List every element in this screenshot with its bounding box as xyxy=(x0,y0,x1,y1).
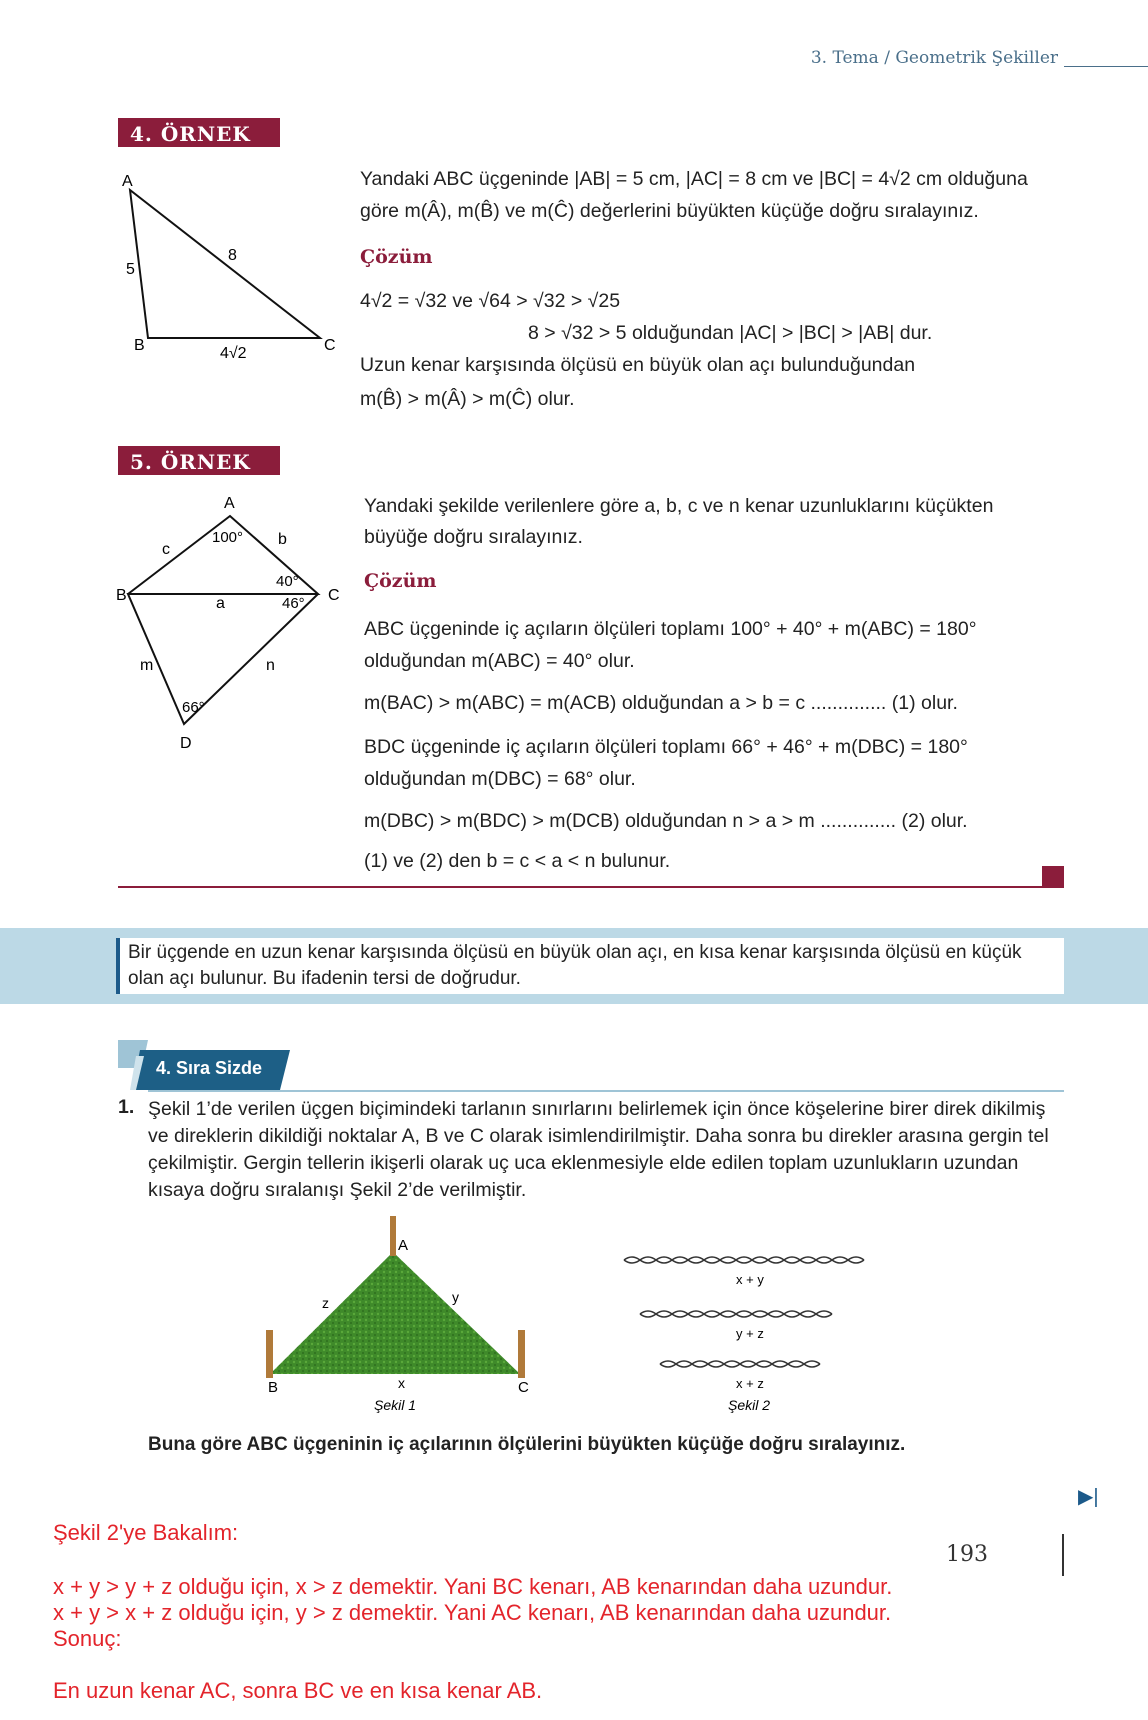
example-5-solution-line-7: (1) ve (2) den b = c < a < n bulunur. xyxy=(364,850,671,872)
vertex-a-label: A xyxy=(122,173,133,190)
example-5-solution-line-4: BDC üçgeninde iç açıların ölçüleri toplamı 66° + 46° + m(DBC) = 180° xyxy=(364,736,968,758)
page-number-rule xyxy=(1062,1534,1064,1576)
side-b-label: b xyxy=(278,531,287,548)
running-header: 3. Tema / Geometrik Şekiller xyxy=(810,48,1058,68)
example-4-badge: 4. ÖRNEK xyxy=(118,118,280,147)
question-text: Şekil 1’de verilen üçgen biçimindeki tarlanın sınırlarını belirlemek için önce köşelerine birer direk dikilmiş ve direklerin dikildiği noktalar A, B ve C olarak isimlendirilmiştir. Daha sonra bu direkler arasına gergin tel çekilmiştir. Gergin tellerin ikişerli olarak uç uca eklenmesiyle elde edilen toplam uzunlukların uzundan kısaya doğru sıralanışı Şekil 2’de verilmiştir. xyxy=(148,1098,1049,1201)
fig2-caption: Şekil 2 xyxy=(728,1397,771,1413)
answer-line-5: En uzun kenar AC, sonra BC ve en kısa kenar AB. xyxy=(53,1678,543,1703)
side-ac-label: 8 xyxy=(228,247,237,264)
side-ab-label: 5 xyxy=(126,261,135,278)
next-page-icon[interactable]: ▶| xyxy=(1078,1486,1099,1508)
question-number: 1. xyxy=(118,1096,135,1118)
answer-line-4: Sonuç: xyxy=(53,1626,122,1651)
example-5-question-line-2: büyüğe doğru sıralayınız. xyxy=(364,526,583,548)
pole-b xyxy=(266,1330,273,1378)
vertex-d-label: D xyxy=(180,735,192,752)
fig1-z-label: z xyxy=(322,1295,329,1311)
fig1-b-label: B xyxy=(268,1379,279,1396)
answer-line-2: x + y > y + z olduğu için, x > z demektir. Yani BC kenarı, AB kenarından daha uzundur. xyxy=(53,1574,893,1599)
sira-sizde-rule xyxy=(148,1090,1064,1092)
example-5-solution-line-3: m(BAC) > m(ABC) = m(ACB) olduğundan a > b = c .............. (1) olur. xyxy=(364,692,958,714)
fig2-xz-label: x + z xyxy=(736,1376,764,1391)
figure-lines xyxy=(128,516,318,724)
example-5-solution-line-5: olduğundan m(DBC) = 68° olur. xyxy=(364,768,636,790)
vertex-b-label: B xyxy=(134,337,145,354)
figure-1-field xyxy=(256,1216,556,1416)
vertex-c-label: C xyxy=(328,587,340,604)
answer-line-3: x + y > x + z olduğu için, y > z demektir. Yani AC kenarı, AB kenarından daha uzundur. xyxy=(53,1600,892,1625)
example-4-question-line-1: Yandaki ABC üçgeninde |AB| = 5 cm, |AC| = 8 cm ve |BC| = 4√2 cm olduğuna xyxy=(360,168,1028,190)
side-a-label: a xyxy=(216,595,225,612)
question-task: Buna göre ABC üçgeninin iç açılarının ölçülerini büyükten küçüğe doğru sıralayınız. xyxy=(148,1434,906,1455)
page-number: 193 xyxy=(946,1542,988,1567)
example-end-marker xyxy=(1042,866,1064,888)
side-c-label: c xyxy=(162,541,170,558)
example-5-solution-label: Çözüm xyxy=(364,570,437,592)
example-5-solution-line-6: m(DBC) > m(BDC) > m(DCB) olduğundan n > a > m .............. (2) olur. xyxy=(364,810,968,832)
side-bc-label: 4√2 xyxy=(220,345,247,358)
figure-2-wires xyxy=(620,1246,890,1416)
vertex-a-label: A xyxy=(224,495,235,512)
answer-line-1: Şekil 2'ye Bakalım: xyxy=(53,1520,239,1545)
example-4-question-line-2: göre m(Â), m(B̂) ve m(Ĉ) değerlerini büyükten küçüğe doğru sıralayınız. xyxy=(360,200,979,222)
pole-a xyxy=(390,1216,396,1256)
angle-c1-label: 40° xyxy=(276,573,299,590)
info-box: Bir üçgende en uzun kenar karşısında ölçüsü en büyük olan açı, en kısa kenar karşısında ölçüsü en küçük olan açı bulunur. Bu ifadenin tersi de doğrudur. xyxy=(116,938,1064,994)
fig2-xy-label: x + y xyxy=(736,1272,764,1287)
example-4-solution-line-1: 4√2 = √32 ve √64 > √32 > √25 xyxy=(360,290,621,312)
example-5-question-line-1: Yandaki şekilde verilenlere göre a, b, c ve n kenar uzunluklarını küçükten xyxy=(364,495,994,517)
fig1-y-label: y xyxy=(452,1289,459,1305)
example-5-solution-line-2: olduğundan m(ABC) = 40° olur. xyxy=(364,650,635,672)
example-4-triangle-figure xyxy=(116,168,356,358)
sira-sizde-badge: 4. Sıra Sizde xyxy=(156,1058,263,1078)
side-m-label: m xyxy=(140,657,154,674)
triangle-abc xyxy=(130,190,320,338)
vertex-c-label: C xyxy=(324,337,336,354)
angle-a-label: 100° xyxy=(212,529,244,546)
fig1-caption: Şekil 1 xyxy=(374,1397,417,1413)
example-4-solution-label: Çözüm xyxy=(360,246,433,268)
fig2-yz-label: y + z xyxy=(736,1326,764,1341)
field-triangle xyxy=(270,1252,520,1374)
angle-c2-label: 46° xyxy=(282,595,305,612)
example-4-solution-line-4: m(B̂) > m(Â) > m(Ĉ) olur. xyxy=(360,388,575,410)
fig1-x-label: x xyxy=(398,1375,405,1391)
side-n-label: n xyxy=(266,657,275,674)
header-rule xyxy=(1064,66,1148,67)
example-4-solution-line-3: Uzun kenar karşısında ölçüsü en büyük olan açı bulunduğundan xyxy=(360,354,916,376)
example-5-solution-line-1: ABC üçgeninde iç açıların ölçüleri toplamı 100° + 40° + m(ABC) = 180° xyxy=(364,618,977,640)
example-5-badge: 5. ÖRNEK xyxy=(118,446,280,475)
example-end-rule xyxy=(118,886,1064,888)
example-4-solution-line-2: 8 > √32 > 5 olduğundan |AC| > |BC| > |AB| dur. xyxy=(528,322,933,344)
fig1-c-label: C xyxy=(518,1379,529,1396)
example-5-quadrilateral-figure xyxy=(116,492,356,762)
angle-d-label: 66° xyxy=(182,699,205,716)
fig1-a-label: A xyxy=(398,1237,409,1254)
pole-c xyxy=(518,1330,525,1378)
vertex-b-label: B xyxy=(116,587,127,604)
